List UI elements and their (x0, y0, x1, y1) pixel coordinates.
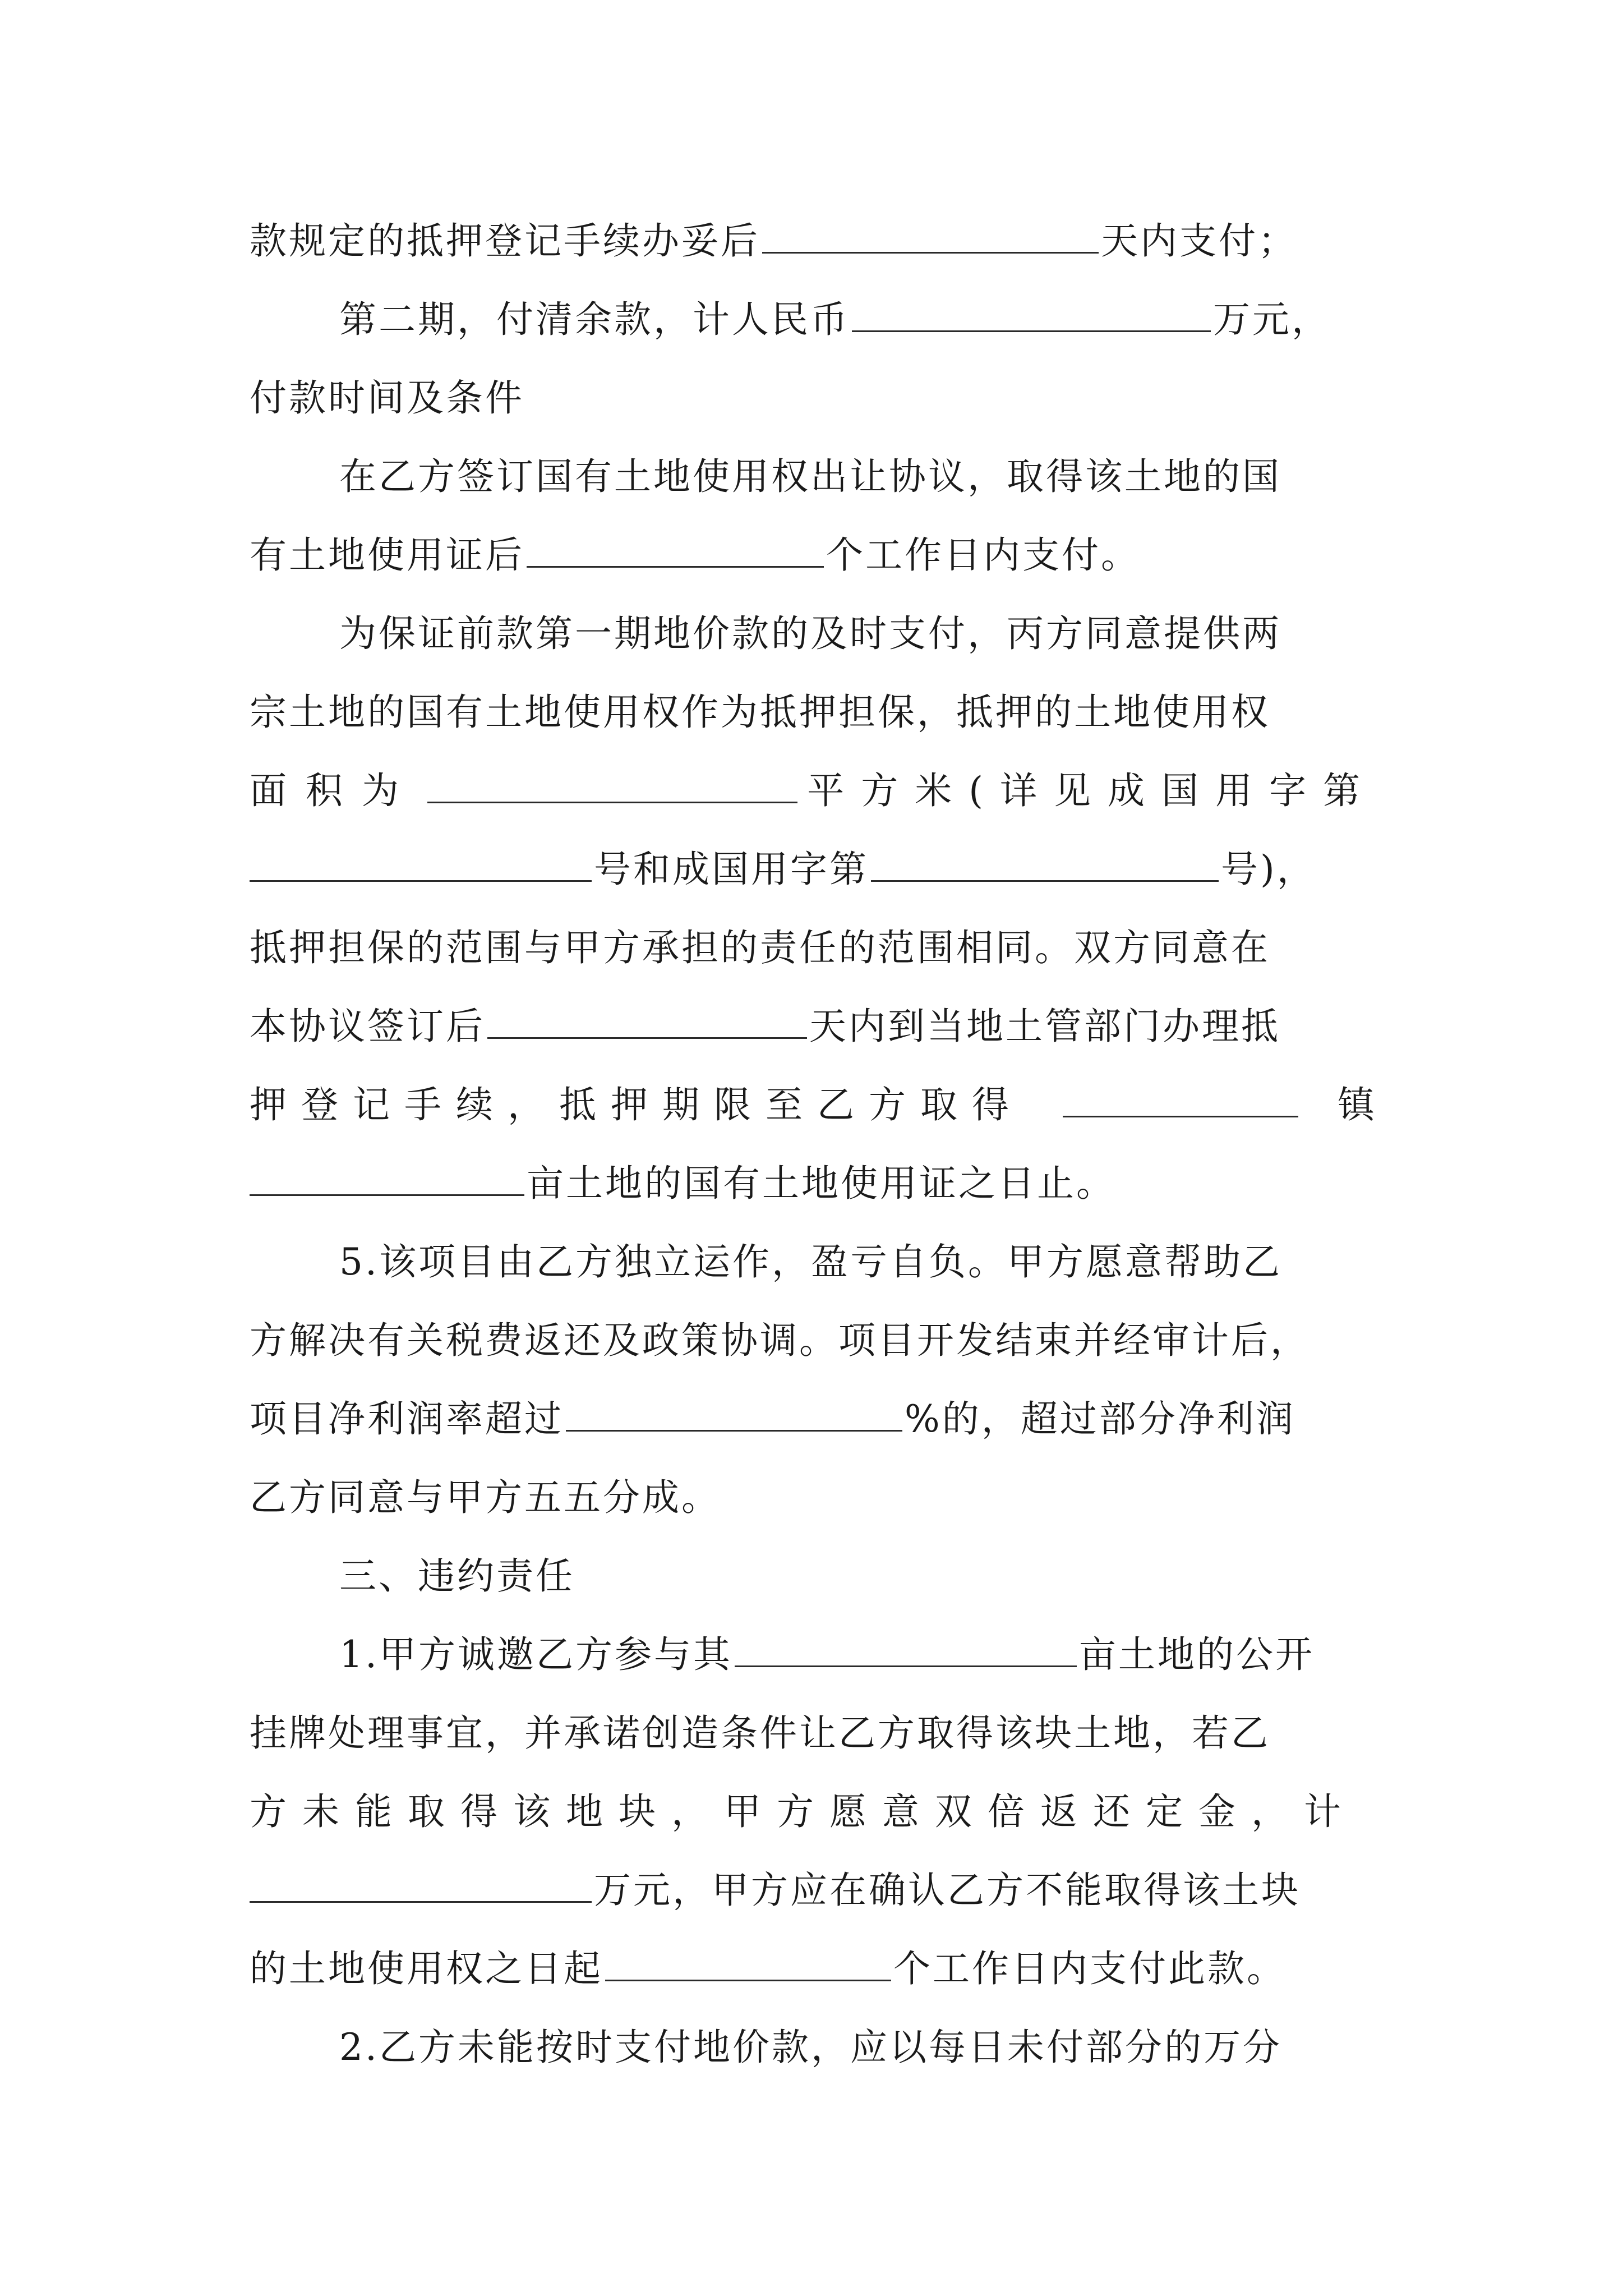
text-line: 挂牌处理事宜，并承诺创造条件让乙方取得该块土地，若乙 (250, 1711, 1270, 1755)
fill-blank (566, 1391, 902, 1432)
text-line: 为保证前款第一期地价款的及时支付，丙方同意提供两 (339, 612, 1281, 655)
text-line: 2.乙方未能按时支付地价款，应以每日未付部分的万分 (339, 2026, 1282, 2069)
fill-blank (762, 213, 1099, 254)
text-line: 的土地使用权之日起 个工作日内支付此款。 (250, 1932, 1377, 2005)
text-line: 押登记手续，抵押期限至乙方取得 镇 (250, 1069, 1377, 1142)
text-line: 本协议签订后 天内到当地土管部门办理抵 (250, 990, 1377, 1063)
fill-blank (250, 1862, 592, 1903)
fill-blank (1063, 1076, 1298, 1117)
text-line: 有土地使用证后 个工作日内支付。 (250, 519, 1377, 592)
text-line: 项目净利润率超过 %的，超过部分净利润 (250, 1383, 1377, 1456)
fill-blank (735, 1626, 1077, 1667)
text-line: 1.甲方诚邀乙方参与其 亩土地的公开 (339, 1618, 1377, 1691)
fill-blank (605, 1940, 891, 1981)
text-line: 万元，甲方应在确认乙方不能取得该土块 (250, 1854, 1377, 1927)
fill-blank (250, 841, 592, 882)
text-line: 款规定的抵押登记手续办妥后 天内支付； (250, 205, 1377, 278)
fill-blank (427, 762, 797, 803)
text-line: 亩土地的国有土地使用证之日止。 (250, 1147, 1377, 1220)
text-line: 方未能取得该地块，甲方愿意双倍返还定金，计 (250, 1790, 1357, 1833)
text-line: 乙方同意与甲方五五分成。 (250, 1476, 721, 1519)
text-line: 号和成国用字第 号)， (250, 833, 1377, 906)
text-line: 抵押担保的范围与甲方承担的责任的范围相同。双方同意在 (250, 926, 1270, 969)
text-line: 宗土地的国有土地使用权作为抵押担保，抵押的土地使用权 (250, 691, 1270, 734)
fill-blank (852, 291, 1211, 332)
text-line: 5.该项目由乙方独立运作，盈亏自负。甲方愿意帮助乙 (339, 1240, 1282, 1283)
fill-blank (250, 1155, 524, 1196)
section-heading: 三、违约责任 (339, 1554, 575, 1598)
text-line: 方解决有关税费返还及政策协调。项目开发结束并经审计后， (250, 1319, 1310, 1362)
text-line: 面积为 平方米(详见成国用字第 (250, 754, 1377, 827)
text-line: 第二期，付清余款，计人民币 万元， (339, 283, 1377, 356)
fill-blank (871, 841, 1219, 882)
text-line: 在乙方签订国有土地使用权出让协议，取得该土地的国 (339, 455, 1281, 498)
fill-blank (487, 998, 807, 1039)
fill-blank (527, 527, 824, 568)
text-line: 付款时间及条件 (250, 376, 524, 420)
